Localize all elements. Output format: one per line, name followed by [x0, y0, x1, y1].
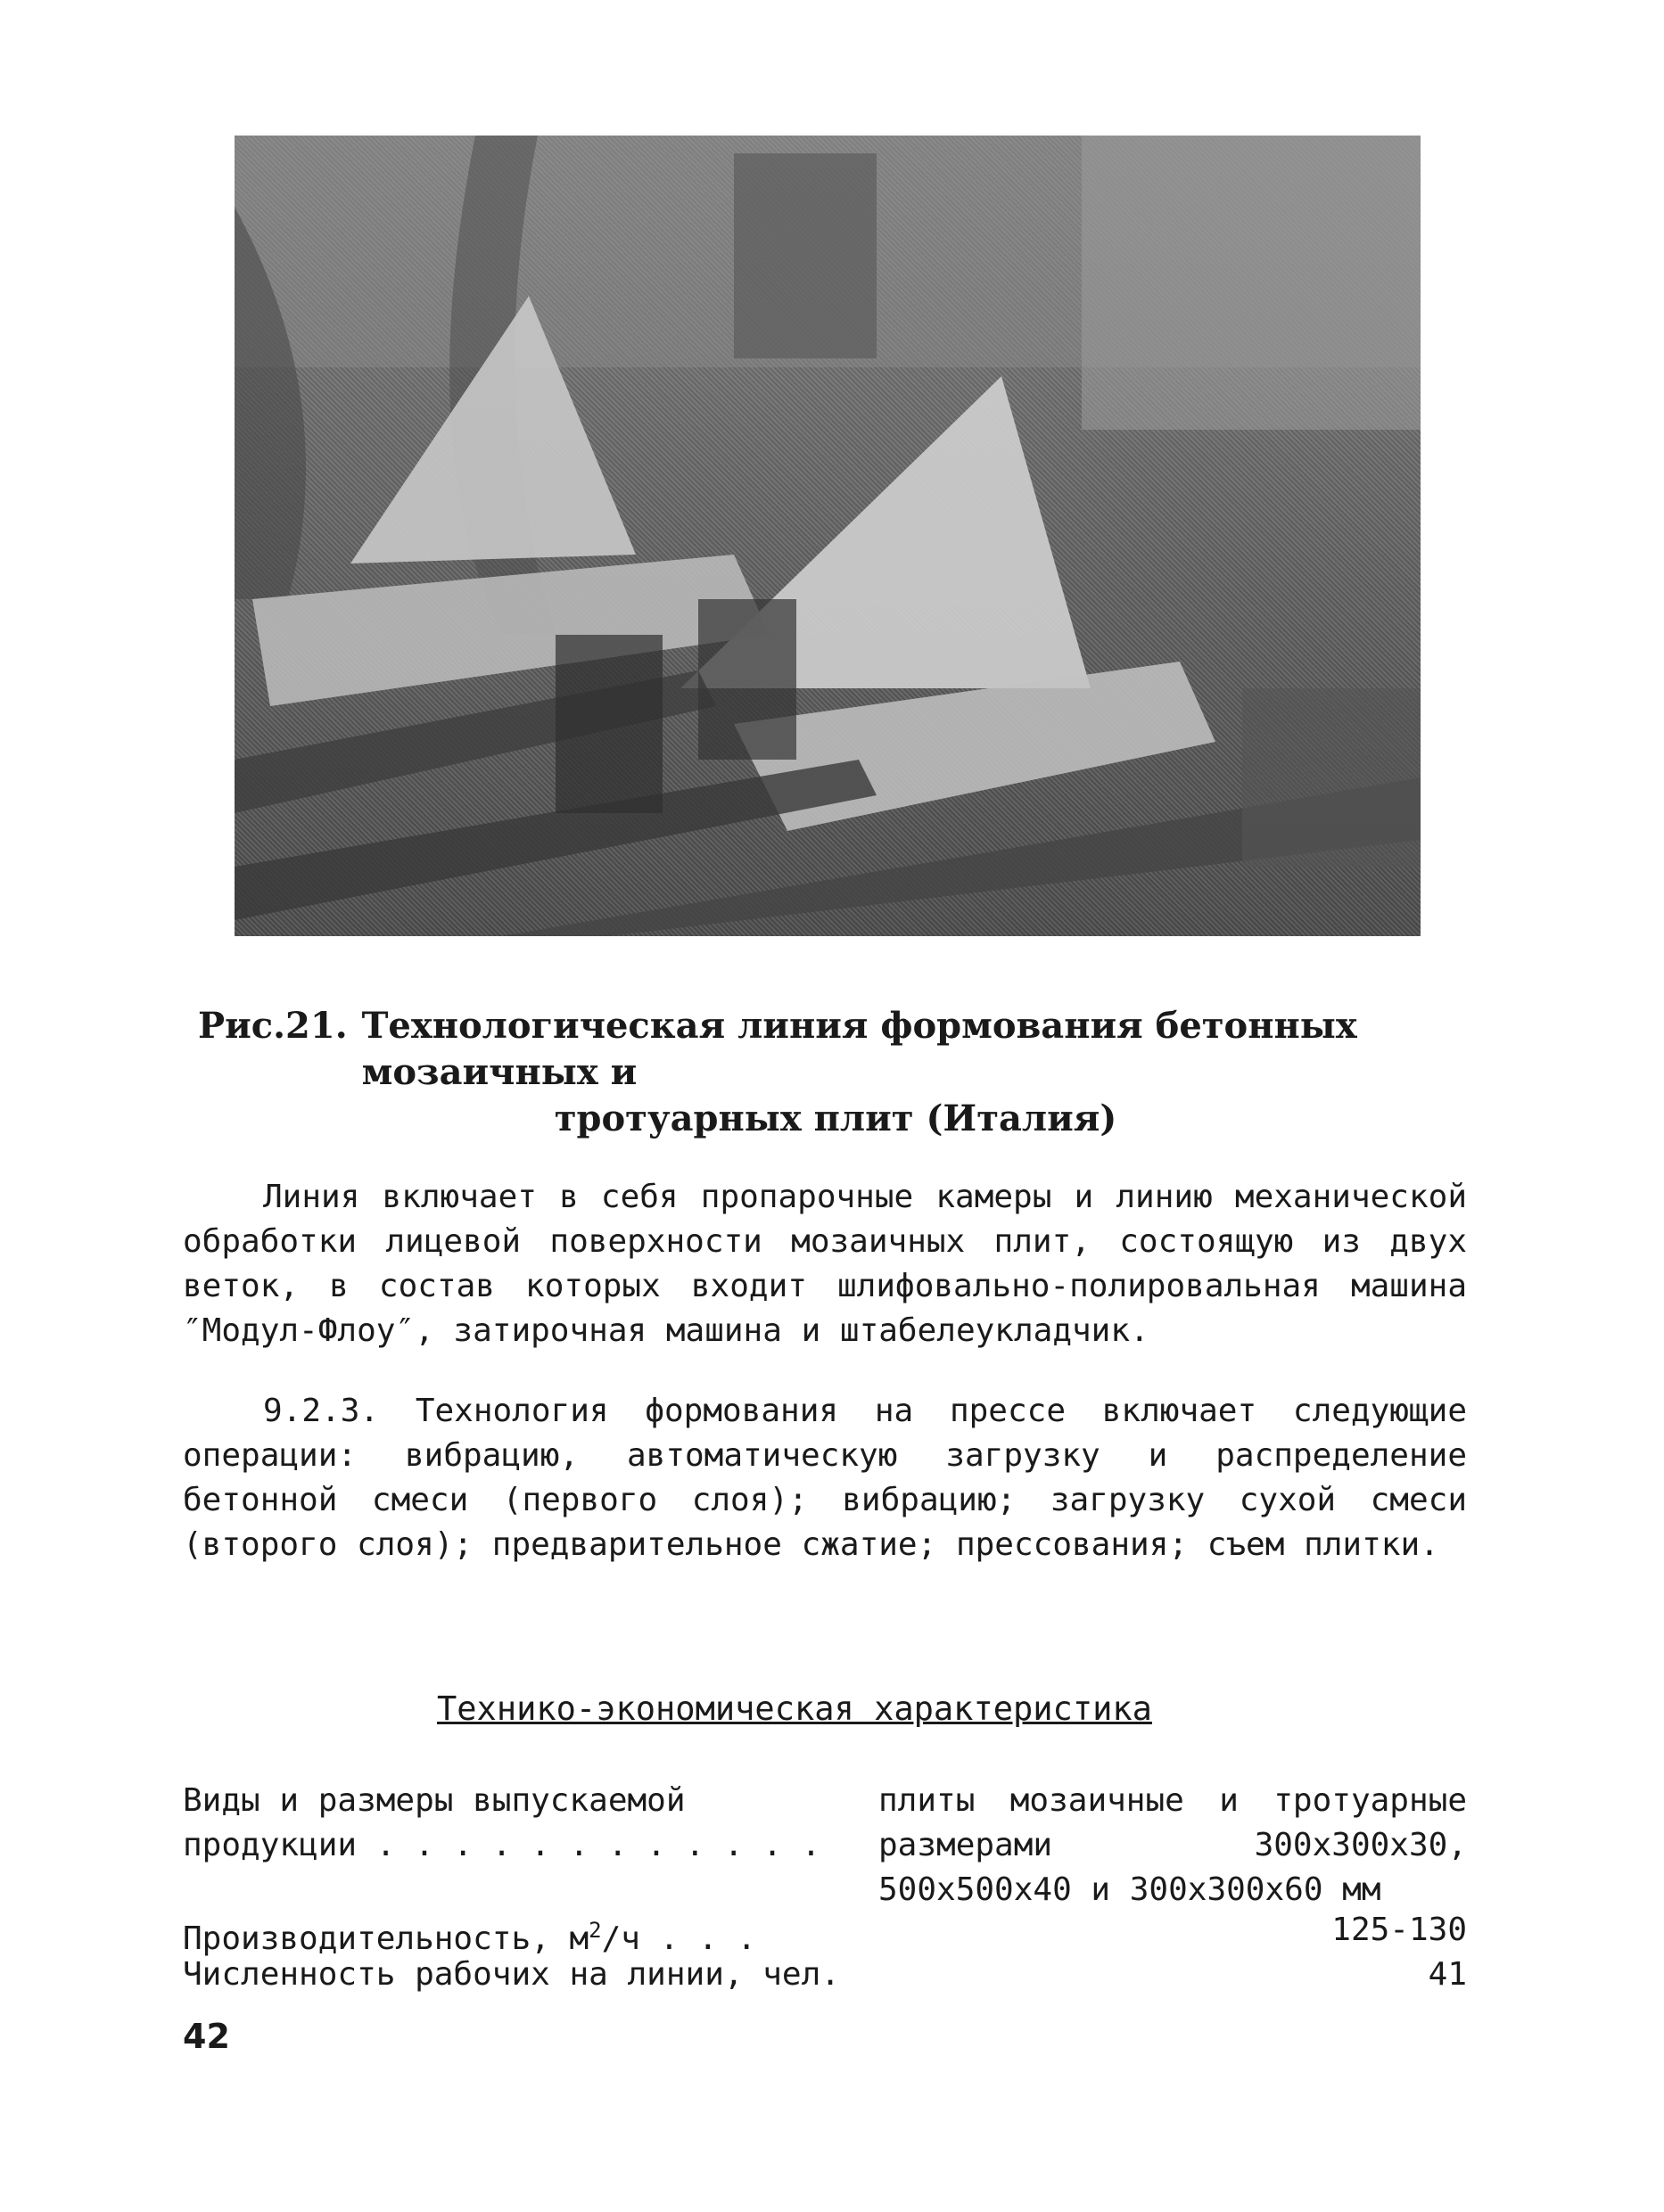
page-number: 42: [183, 2017, 230, 2056]
spec-productivity-label: Производительность, $м^2/ч$ . . .: [183, 1918, 756, 1957]
spec-productivity-value: 125-130: [1331, 1912, 1467, 1948]
spec-workers-label: Численность рабочих на линии, чел.: [183, 1956, 840, 1993]
caption-line-2: тротуарных плит (Италия): [554, 1098, 1117, 1139]
spec-workers-value: 41: [1428, 1956, 1467, 1993]
spec-products-label: Виды и размеры выпускаемой продукции . . . . . . . . . . . .: [183, 1782, 821, 1863]
paragraph-2-text: 9.2.3. Технология формования на прессе включает следующие операции: вибрацию, автоматическую загрузку и распределение бетонной смеси (первого слоя); вибрацию; загрузку сухой смеси (второго слоя); предварительное сжатие; прессования; съем плитки.: [183, 1393, 1467, 1563]
paragraph-1-text: Линия включает в себя пропарочные камеры и линию механической обработки лицевой поверхности мозаичных плит, состоящую из двух веток, в состав которых входит шлифовально-полировальная машина ″Модул-Флоу″, затирочная машина и штабелеукладчик.: [183, 1179, 1467, 1349]
paragraph-press-technology: [183, 1389, 1467, 1567]
photo-illustration: [235, 136, 1421, 936]
figure-caption: [198, 1003, 1473, 1142]
paragraph-line-description: [183, 1175, 1467, 1353]
spec-title: Технико-экономическая характеристика: [437, 1690, 1152, 1728]
caption-line-1: Технологическая линия формования бетонных мозаичных и: [361, 1005, 1357, 1093]
spec-products-value: плиты мозаичные и тротуарные размерами 300x300x30, 500x500x40 и 300x300x60 мм: [878, 1782, 1467, 1908]
figure-label: Рис.21.: [198, 1005, 348, 1047]
figure-photo: [235, 136, 1421, 936]
